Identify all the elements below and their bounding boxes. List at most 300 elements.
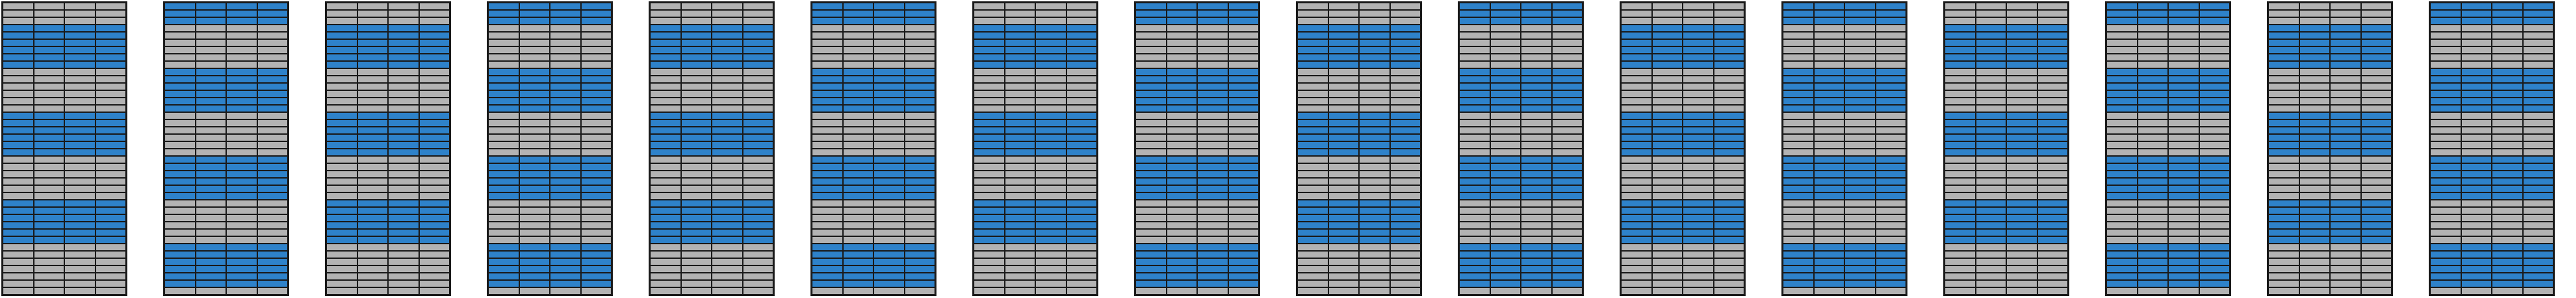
grid-cell [1005,229,1036,236]
grid-cell [2268,222,2299,229]
grid-cell [743,229,774,236]
grid-cell [1135,229,1167,236]
grid-cell [1197,119,1228,127]
grid-cell [1621,178,1652,185]
grid-cell [550,105,581,112]
grid-cell [1297,236,1328,244]
grid-cell [1783,39,1814,46]
grid-cell [1976,258,2007,265]
grid-cell [2430,134,2461,141]
grid-cell [712,273,743,280]
grid-cell [1714,214,1745,222]
grid-cell [812,258,843,265]
grid-cell [1328,192,1360,200]
grid-cell [1714,32,1745,39]
grid-cell [2138,207,2169,214]
grid-panel-2 [163,1,289,296]
grid-cell [488,178,519,185]
grid-cell [1683,141,1714,149]
grid-cell [1876,265,1907,273]
grid-cell [743,244,774,251]
grid-cell [1814,112,1845,119]
grid-cell [712,17,743,25]
grid-cell [1297,83,1328,90]
grid-cell [1976,200,2007,207]
grid-cell [2492,265,2523,273]
grid-cell [905,54,936,61]
grid-cell [2430,141,2461,149]
grid-cell [1459,39,1490,46]
grid-cell [2330,229,2361,236]
grid-cell [2330,251,2361,258]
grid-cell [1783,251,1814,258]
grid-cell [812,46,843,54]
grid-cell [1945,280,1976,287]
grid-cell [2523,185,2554,192]
grid-cell [1297,207,1328,214]
grid-cell [1328,207,1360,214]
grid-cell [257,127,289,134]
grid-cell [812,149,843,156]
grid-cell [1976,287,2007,295]
grid-cell [1005,222,1036,229]
grid-cell [164,185,196,192]
grid-cell [2168,32,2199,39]
grid-cell [905,236,936,244]
grid-cell [1521,134,1552,141]
grid-cell [1552,134,1583,141]
grid-cell [357,32,389,39]
grid-cell [681,134,712,141]
grid-cell [2138,3,2169,10]
grid-cell [812,265,843,273]
grid-cell [196,32,227,39]
grid-cell [1297,244,1328,251]
grid-cell [2199,163,2230,171]
grid-cell [1005,127,1036,134]
grid-cell [1976,156,2007,163]
grid-cell [388,251,419,258]
grid-cell [226,119,257,127]
grid-cell [2330,156,2361,163]
grid-cell [2168,163,2199,171]
grid-cell [581,192,612,200]
grid-cell [96,178,127,185]
grid-cell [326,54,357,61]
grid-cell [812,178,843,185]
grid-cell [905,207,936,214]
grid-cell [712,200,743,207]
grid-cell [2268,149,2299,156]
grid-cell [1328,185,1360,192]
grid-cell [1945,236,1976,244]
grid-cell [550,287,581,295]
grid-cell [1876,54,1907,61]
grid-cell [2361,3,2392,10]
grid-cell [419,229,450,236]
grid-cell [64,280,96,287]
grid-cell [519,236,550,244]
grid-cell [1621,265,1652,273]
grid-cell [581,17,612,25]
grid-cell [2006,17,2037,25]
grid-cell [357,25,389,32]
grid-cell [1521,10,1552,17]
grid-cell [388,178,419,185]
grid-cell [2199,10,2230,17]
grid-cell [2037,214,2069,222]
grid-cell [1297,76,1328,83]
grid-cell [1066,163,1098,171]
grid-cell [1976,229,2007,236]
grid-cell [681,39,712,46]
grid-cell [550,251,581,258]
grid-cell [2268,163,2299,171]
grid-cell [419,280,450,287]
grid-cell [1652,236,1683,244]
grid-cell [96,236,127,244]
grid-cell [2523,244,2554,251]
grid-cell [488,265,519,273]
grid-cell [1135,287,1167,295]
grid-cell [681,105,712,112]
grid-cell [1135,46,1167,54]
grid-cell [2430,17,2461,25]
grid-cell [1976,68,2007,76]
grid-cell [1876,214,1907,222]
grid-cell [873,134,905,141]
grid-cell [2430,112,2461,119]
grid-cell [96,200,127,207]
grid-cell [1945,222,1976,229]
grid-cell [1005,178,1036,185]
grid-cell [1814,185,1845,192]
grid-cell [1066,17,1098,25]
grid-cell [1976,207,2007,214]
grid-cell [2006,236,2037,244]
grid-cell [226,192,257,200]
grid-cell [1035,127,1066,134]
grid-cell [1390,287,1421,295]
grid-cell [1490,265,1521,273]
grid-cell [2430,265,2461,273]
grid-cell [164,222,196,229]
grid-cell [357,185,389,192]
grid-cell [2138,134,2169,141]
grid-cell [1521,54,1552,61]
grid-cell [1297,222,1328,229]
grid-cell [1552,236,1583,244]
grid-cell [2006,192,2037,200]
grid-cell [2361,156,2392,163]
grid-cell [2492,236,2523,244]
grid-cell [743,171,774,178]
grid-cell [226,90,257,98]
grid-cell [974,214,1005,222]
grid-cell [1844,61,1876,68]
grid-cell [550,258,581,265]
grid-cell [1359,39,1390,46]
grid-cell [1521,273,1552,280]
grid-cell [1552,76,1583,83]
grid-cell [2006,54,2037,61]
grid-cell [34,178,65,185]
grid-cell [34,229,65,236]
grid-cell [1683,265,1714,273]
grid-cell [1844,273,1876,280]
grid-cell [164,25,196,32]
grid-cell [1652,61,1683,68]
grid-cell [1652,207,1683,214]
grid-cell [2330,39,2361,46]
grid-cell [1197,83,1228,90]
grid-cell [1621,156,1652,163]
grid-cell [1005,10,1036,17]
grid-cell [843,192,874,200]
grid-cell [357,127,389,134]
grid-cell [1876,10,1907,17]
grid-cell [1066,229,1098,236]
grid-cell [257,90,289,98]
grid-cell [2461,178,2492,185]
grid-cell [1490,105,1521,112]
grid-cell [1197,25,1228,32]
grid-cell [2299,68,2331,76]
grid-cell [2199,156,2230,163]
grid-cell [2268,258,2299,265]
grid-cell [2199,90,2230,98]
grid-cell [581,119,612,127]
grid-cell [873,222,905,229]
grid-cell [2268,273,2299,280]
grid-cell [96,61,127,68]
grid-cell [1459,3,1490,10]
grid-cell [1359,214,1390,222]
grid-cell [873,98,905,105]
grid-cell [1652,39,1683,46]
grid-cell [1005,76,1036,83]
grid-cell [550,54,581,61]
grid-cell [1066,185,1098,192]
grid-cell [1135,90,1167,98]
grid-cell [1814,156,1845,163]
grid-cell [326,273,357,280]
grid-cell [488,273,519,280]
grid-cell [357,163,389,171]
grid-cell [3,273,34,280]
grid-cell [257,76,289,83]
grid-cell [1490,244,1521,251]
grid-cell [812,112,843,119]
grid-cell [1714,207,1745,214]
grid-cell [2106,127,2138,134]
grid-cell [1328,3,1360,10]
grid-cell [681,119,712,127]
grid-cell [2268,229,2299,236]
grid-cell [1876,17,1907,25]
grid-cell [326,200,357,207]
grid-cell [1228,244,1259,251]
grid-cell [1876,3,1907,10]
grid-cell [2037,32,2069,39]
grid-cell [3,236,34,244]
grid-cell [2268,39,2299,46]
grid-cell [2461,207,2492,214]
grid-cell [1521,119,1552,127]
grid-cell [1066,25,1098,32]
grid-cell [1844,222,1876,229]
grid-cell [388,3,419,10]
grid-cell [743,141,774,149]
grid-cell [1228,46,1259,54]
grid-cell [326,192,357,200]
grid-cell [488,200,519,207]
grid-cell [3,192,34,200]
grid-cell [257,192,289,200]
grid-cell [905,127,936,134]
grid-cell [519,83,550,90]
grid-cell [1390,156,1421,163]
grid-cell [1228,207,1259,214]
grid-cell [357,76,389,83]
grid-cell [1945,46,1976,54]
grid-cell [2430,287,2461,295]
grid-cell [2330,3,2361,10]
grid-cell [2138,105,2169,112]
grid-cell [3,105,34,112]
grid-cell [873,83,905,90]
grid-cell [550,127,581,134]
grid-cell [873,280,905,287]
grid-cell [905,156,936,163]
grid-cell [843,251,874,258]
grid-cell [1005,83,1036,90]
grid-cell [357,265,389,273]
grid-cell [1621,10,1652,17]
grid-cell [96,280,127,287]
grid-cell [1945,98,1976,105]
grid-cell [550,222,581,229]
grid-cell [1390,214,1421,222]
grid-cell [1390,192,1421,200]
grid-cell [1552,98,1583,105]
grid-cell [1683,90,1714,98]
grid-cell [1521,105,1552,112]
grid-cell [1876,98,1907,105]
grid-cell [196,83,227,90]
grid-cell [650,105,681,112]
grid-cell [1714,244,1745,251]
grid-cell [96,222,127,229]
grid-cell [812,222,843,229]
grid-cell [873,214,905,222]
grid-cell [2492,214,2523,222]
grid-cell [974,61,1005,68]
grid-cell [1197,192,1228,200]
grid-cell [2037,171,2069,178]
grid-cell [1228,141,1259,149]
grid-cell [3,222,34,229]
grid-cell [1390,273,1421,280]
grid-cell [257,134,289,141]
grid-cell [873,32,905,39]
grid-cell [2006,25,2037,32]
grid-cell [3,127,34,134]
grid-cell [1814,17,1845,25]
grid-cell [357,244,389,251]
grid-cell [974,222,1005,229]
grid-cell [3,214,34,222]
grid-cell [1814,200,1845,207]
grid-cell [1297,54,1328,61]
grid-cell [1714,251,1745,258]
grid-cell [1621,207,1652,214]
grid-cell [1490,61,1521,68]
grid-cell [2106,229,2138,236]
grid-cell [2006,149,2037,156]
grid-cell [1876,112,1907,119]
grid-cell [1228,200,1259,207]
grid-cell [974,83,1005,90]
grid-panel-15 [2267,1,2393,296]
grid-cell [196,25,227,32]
grid-cell [1005,163,1036,171]
grid-cell [2268,185,2299,192]
grid-cell [419,68,450,76]
grid-cell [2430,178,2461,185]
grid-cell [164,17,196,25]
grid-cell [96,134,127,141]
grid-panel-1 [1,1,127,296]
grid-cell [743,265,774,273]
grid-cell [164,46,196,54]
grid-cell [2299,214,2331,222]
grid-cell [650,178,681,185]
grid-cell [96,68,127,76]
grid-cell [1459,163,1490,171]
grid-cell [1552,90,1583,98]
grid-cell [873,273,905,280]
grid-cell [226,214,257,222]
grid-cell [2168,251,2199,258]
grid-cell [1167,3,1198,10]
grid-cell [743,127,774,134]
grid-cell [2106,251,2138,258]
grid-cell [1066,280,1098,287]
grid-cell [2523,90,2554,98]
grid-cell [2299,17,2331,25]
grid-cell [905,61,936,68]
grid-cell [1683,207,1714,214]
grid-cell [1814,10,1845,17]
grid-cell [1328,287,1360,295]
grid-cell [2299,258,2331,265]
grid-cell [2299,32,2331,39]
grid-cell [519,46,550,54]
grid-cell [2523,68,2554,76]
grid-cell [326,25,357,32]
grid-cell [905,149,936,156]
grid-cell [1683,273,1714,280]
grid-cell [3,46,34,54]
grid-cell [388,273,419,280]
grid-cell [1035,280,1066,287]
grid-cell [34,61,65,68]
grid-cell [743,25,774,32]
grid-cell [712,25,743,32]
grid-cell [1783,68,1814,76]
grid-cell [2037,178,2069,185]
